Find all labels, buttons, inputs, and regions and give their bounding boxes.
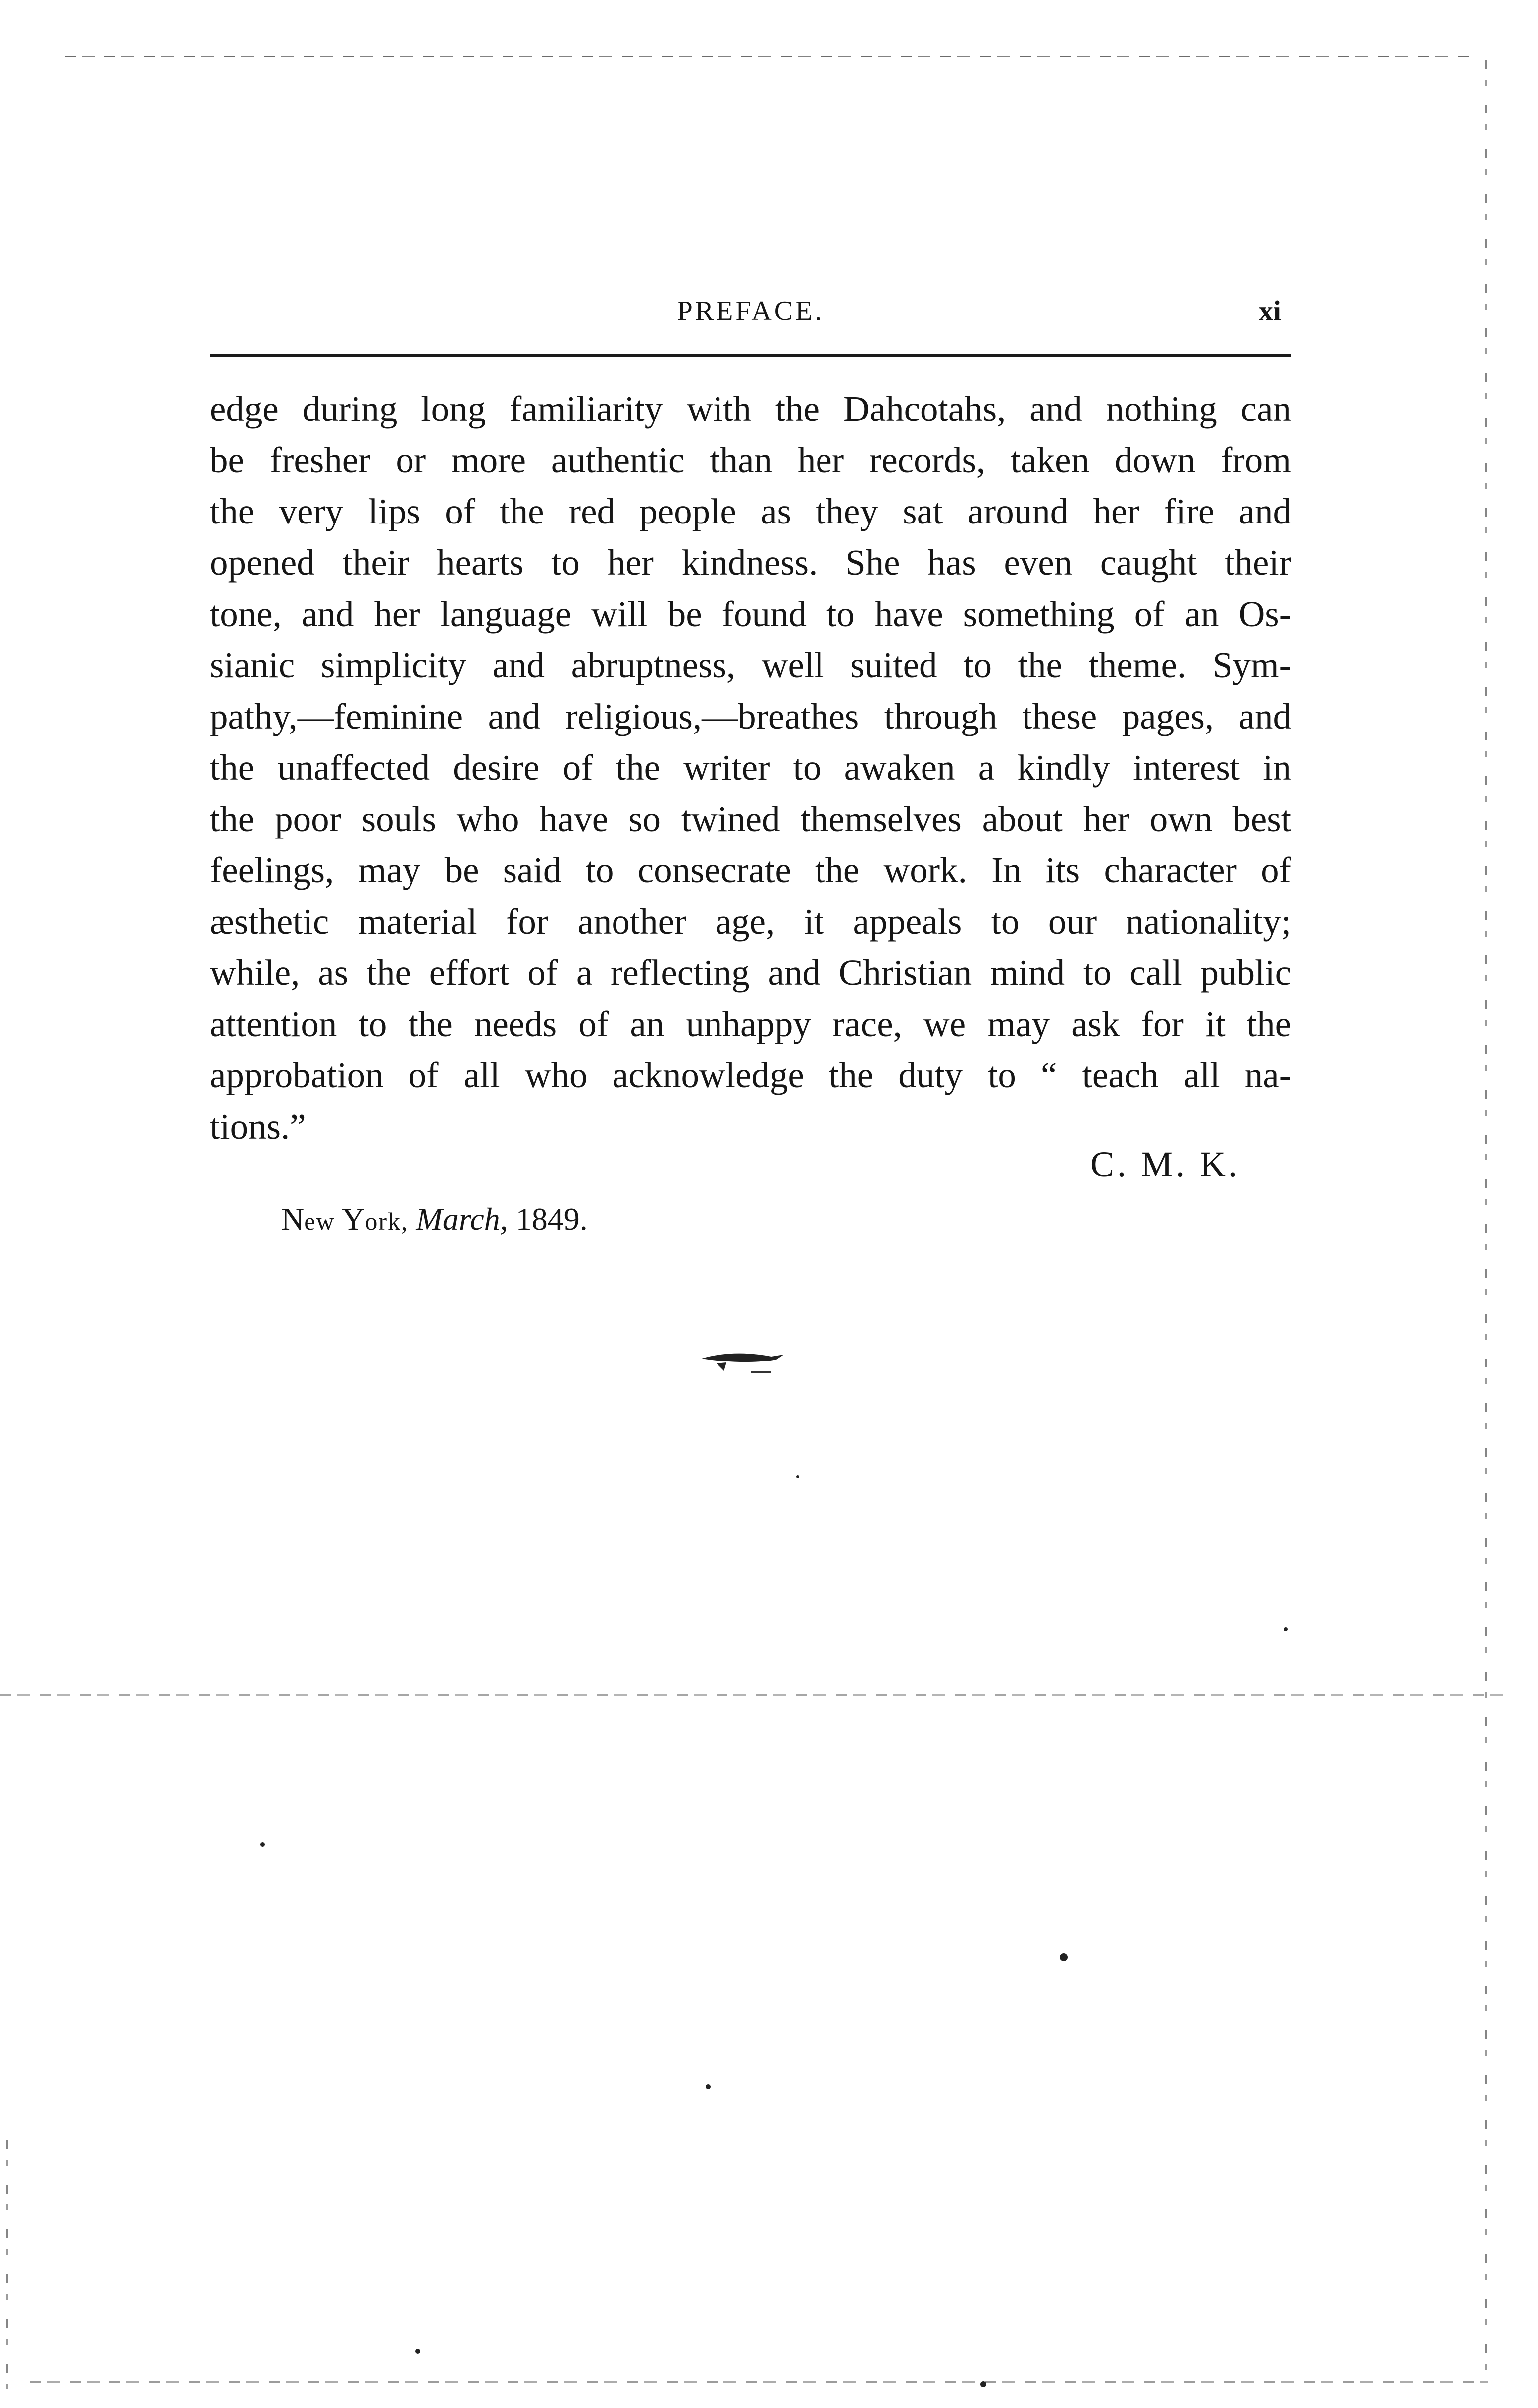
scan-artifact-top-edge	[65, 56, 1473, 57]
ornament-icon	[697, 1344, 791, 1378]
text-line: sianic simplicity and abruptness, well suited to the theme. Sym-	[210, 645, 1291, 685]
text-line: approbation of all who acknowledge the duty to “ teach all na-	[210, 1055, 1291, 1095]
text-line: the poor souls who have so twined themselves about her own best	[210, 799, 1291, 839]
dateline-place-initial: N	[281, 1201, 305, 1237]
text-line: tone, and her language will be found to have something of an Os-	[210, 594, 1291, 634]
dateline	[281, 1194, 588, 1246]
scan-speck	[1060, 1953, 1068, 1961]
dateline-year: 1849.	[515, 1201, 588, 1237]
dateline-place-rest: ew	[304, 1207, 335, 1235]
scan-speck	[260, 1842, 265, 1847]
text-line: pathy,—feminine and religious,—breathes through these pages, and	[210, 696, 1291, 736]
preface-body	[210, 383, 1291, 1152]
text-line: edge during long familiarity with the Dahcotahs, and nothing can	[210, 389, 1291, 429]
text-line: opened their hearts to her kindness. She has even caught their	[210, 542, 1291, 583]
scan-speck	[706, 2084, 711, 2089]
running-title: PREFACE.	[677, 296, 824, 326]
scan-speck	[415, 2349, 420, 2354]
scan-artifact-bottom-edge	[30, 2381, 1488, 2383]
scan-artifact-right-edge	[1485, 60, 1487, 2389]
scan-speck	[796, 1475, 799, 1478]
running-head	[210, 289, 1291, 343]
text-line: feelings, may be said to consecrate the work. In its character of	[210, 850, 1291, 890]
dateline-place-initial: Y	[342, 1201, 365, 1237]
dateline-place-rest: ork,	[365, 1207, 409, 1235]
text-line: tions.”	[210, 1106, 306, 1147]
author-initials: C. M. K.	[1090, 1145, 1240, 1184]
text-line: attention to the needs of an unhappy race, we may ask for it the	[210, 1004, 1291, 1044]
scan-artifact-left-edge	[6, 2140, 8, 2389]
page-number: xi	[1258, 295, 1281, 327]
scan-artifact-mid-edge	[0, 1694, 1513, 1696]
text-line: while, as the effort of a reflecting and Christian mind to call public	[210, 952, 1291, 993]
scan-speck	[980, 2381, 986, 2387]
dateline-month: March,	[416, 1201, 508, 1237]
scan-speck	[1284, 1627, 1288, 1631]
text-line: the unaffected desire of the writer to awaken a kindly interest in	[210, 747, 1291, 788]
text-line: æsthetic material for another age, it appeals to our nationality;	[210, 901, 1291, 942]
text-line: be fresher or more authentic than her records, taken down from	[210, 440, 1291, 480]
header-rule	[210, 354, 1291, 357]
text-line: the very lips of the red people as they sat around her fire and	[210, 491, 1291, 531]
